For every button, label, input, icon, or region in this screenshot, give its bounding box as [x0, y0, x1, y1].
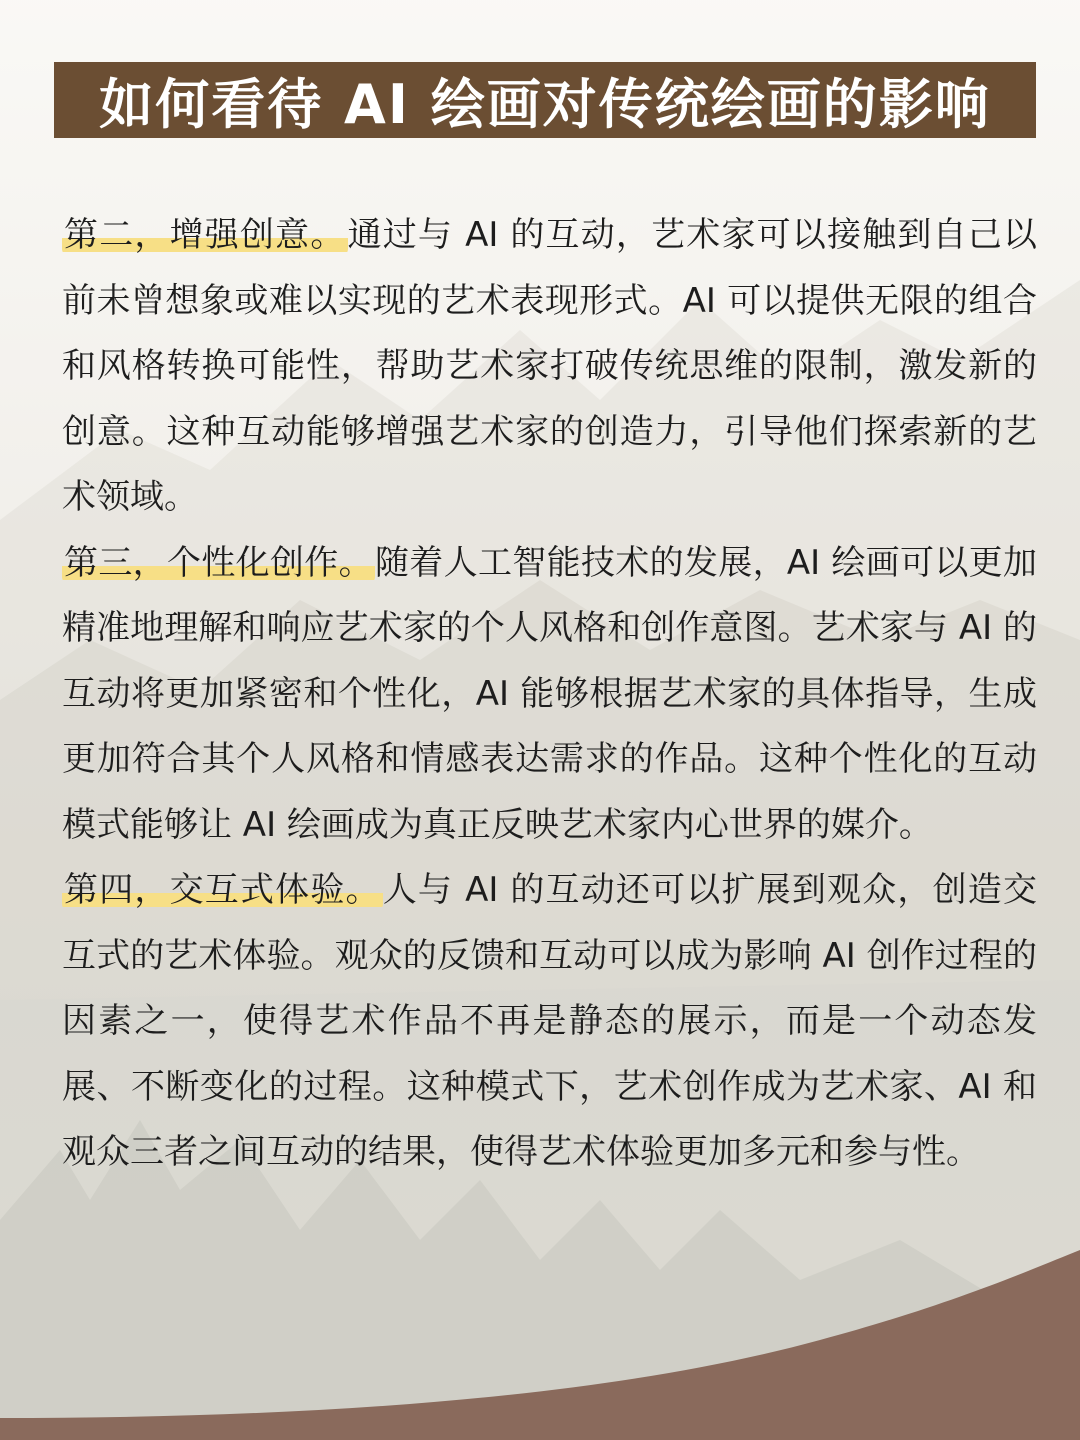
paragraph-heading-highlight: 第四，交互式体验。 — [64, 870, 381, 910]
paragraph-text: 人与 AI 的互动还可以扩展到观众，创造交互式的艺术体验。观众的反馈和互动可以成为影响 AI 创作过程的因素之一，使得艺术作品不再是静态的展示，而是一个动态发展、不断变化的过程。这种模式下，艺术创作成为艺术家、AI 和观众三者之间互动的结果，使得艺术体验更加多元和参与性。 — [62, 870, 1037, 1172]
article-body — [62, 203, 1037, 1186]
paragraph-third — [62, 531, 1037, 859]
paragraph-fourth — [62, 858, 1037, 1186]
paragraph-text: 通过与 AI 的互动，艺术家可以接触到自己以前未曾想象或难以实现的艺术表现形式。AI 可以提供无限的组合和风格转换可能性，帮助艺术家打破传统思维的限制，激发新的创意。这种互动能够增强艺术家的创造力，引导他们探索新的艺术领域。 — [62, 215, 1038, 517]
paragraph-second — [62, 203, 1037, 531]
title-banner — [54, 62, 1036, 138]
paragraph-heading-highlight: 第三，个性化创作。 — [64, 542, 373, 583]
paragraph-heading-highlight: 第二，增强创意。 — [64, 215, 346, 255]
paragraph-text: 随着人工智能技术的发展，AI 绘画可以更加精准地理解和响应艺术家的个人风格和创作意图。艺术家与 AI 的互动将更加紧密和个性化，AI 能够根据艺术家的具体指导，生成更加符合其个人风格和情感表达需求的作品。这种个性化的互动模式能够让 AI 绘画成为真正反映艺术家内心世界的媒介。 — [62, 542, 1037, 845]
page-title: 如何看待 AI 绘画对传统绘画的影响 — [99, 72, 991, 136]
